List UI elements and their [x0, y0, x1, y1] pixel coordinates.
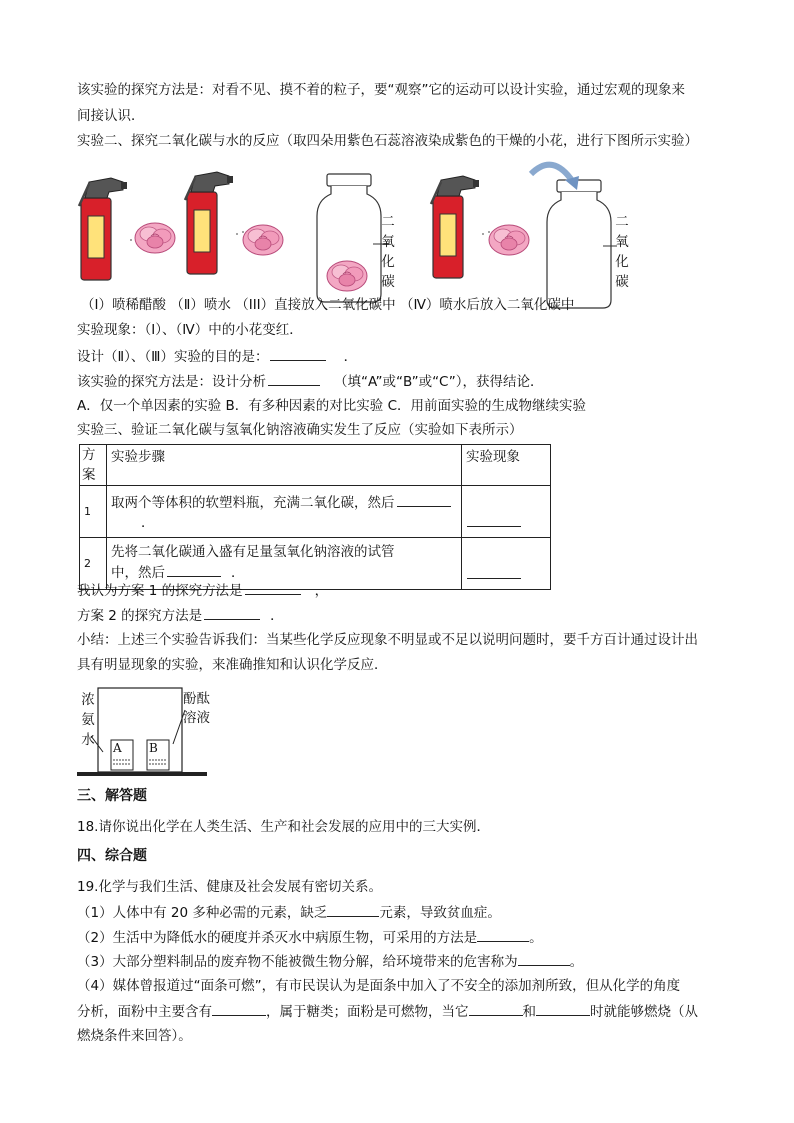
q19-part-4-and: 和 — [522, 1004, 536, 1020]
exp3-title: 实验三、验证二氧化碳与氢氧化钠溶液确实发生了反应（实验如下表所示） — [77, 422, 523, 438]
jar-4-label-char: 二 — [615, 214, 629, 230]
plan-id: 1 — [80, 486, 107, 538]
jar-3-label-char: 碳 — [381, 274, 395, 290]
jar-3-label-char: 二 — [381, 214, 395, 230]
plan-2-observation-blank[interactable] — [467, 564, 521, 579]
design-question-text: 设计（Ⅱ）、（Ⅲ）实验的目的是： — [77, 349, 269, 365]
figure-captions: （I）喷稀醋酸 （Ⅱ）喷水 （III）直接放入二氧化碳中 （Ⅳ）喷水后放入二氧化碳中 — [81, 297, 575, 313]
jar-3-label-char: 氧 — [381, 234, 395, 250]
experiment-3-table — [79, 444, 551, 590]
exp2-title: 实验二、探究二氧化碳与水的反应（取四朵用紫色石蕊溶液染成紫色的干燥的小花，进行下图所示实验） — [77, 133, 698, 149]
plan-2-step-mid: 中，然后 — [111, 565, 165, 581]
beaker-a-label: A — [113, 741, 122, 755]
ammonia-label-char: 水 — [81, 732, 95, 748]
method-question — [77, 371, 543, 392]
phenolphthalein-label — [183, 690, 210, 728]
question-19: 19.化学与我们生活、健康及社会发展有密切关系。 — [77, 879, 382, 895]
plan-1-method — [77, 580, 328, 601]
summary-line-2: 具有明显现象的实验，来准确推知和认识化学反应． — [77, 657, 388, 673]
plan-1-method-end: ， — [314, 583, 329, 599]
plan-2-step-end: ． — [231, 565, 245, 581]
jar-3-label-char: 化 — [381, 254, 395, 270]
jar-4-label — [614, 212, 630, 292]
plan-2-method-text: 方案 2 的探究方法是 — [77, 608, 203, 624]
ammonia-figure — [77, 682, 237, 782]
plan-2-blank[interactable] — [167, 562, 221, 577]
plan-2-step-text: 先将二氧化碳通入盛有足量氢氧化钠溶液的试管 — [111, 544, 395, 560]
method-question-hint: （填“A”或“B”或“C”），获得结论． — [334, 374, 544, 390]
q19-part-4-line-2 — [77, 1001, 698, 1022]
q19-part-2 — [77, 927, 543, 948]
ammonia-label — [80, 690, 96, 750]
header-plan: 方案 — [80, 445, 107, 486]
plan-1-method-text: 我认为方案 1 的探究方法是 — [77, 583, 243, 599]
plan-1-steps — [107, 486, 462, 538]
header-steps: 实验步骤 — [107, 445, 462, 486]
plan-1-observation — [462, 486, 551, 538]
observation: 实验现象：（Ⅰ）、（Ⅳ）中的小花变红． — [77, 322, 303, 338]
ammonia-label-char: 氨 — [81, 712, 95, 728]
q19-part-1 — [77, 902, 501, 923]
plan-1-blank[interactable] — [397, 492, 451, 507]
beaker-b-label: B — [149, 741, 158, 755]
plan-2-observation — [462, 538, 551, 590]
jar-3-label — [380, 212, 396, 292]
q19-part-4-line-1: （4）媒体曾报道过“面条可燃”，有市民误认为是面条中加入了不安全的添加剂所致，但从化学的角度 — [77, 978, 681, 994]
q19-part-4-blank-1[interactable] — [212, 1001, 266, 1016]
phenolphthalein-label-line: 溶液 — [183, 710, 210, 726]
design-answer-blank[interactable] — [270, 346, 326, 361]
q19-part-1-blank[interactable] — [327, 902, 379, 917]
ammonia-label-char: 浓 — [81, 692, 95, 708]
intro-line-2: 间接认识． — [77, 108, 145, 124]
plan-2-method — [77, 605, 284, 626]
q19-part-1-end: 元素，导致贫血症。 — [379, 905, 501, 921]
summary-line-1: 小结：上述三个实验告诉我们：当某些化学反应现象不明显或不足以说明问题时，要千方百计通过设计出 — [77, 632, 698, 648]
plan-1-observation-blank[interactable] — [467, 512, 521, 527]
q19-part-3-text: （3）大部分塑料制品的废弃物不能被微生物分解，给环境带来的危害称为 — [77, 954, 518, 970]
q19-part-2-blank[interactable] — [477, 927, 529, 942]
plan-2-method-blank[interactable] — [204, 605, 260, 620]
q19-part-3-end: 。 — [569, 954, 584, 970]
q19-part-4-blank-3[interactable] — [536, 1001, 590, 1016]
q19-part-4-blank-2[interactable] — [469, 1001, 523, 1016]
table-header-row — [80, 445, 551, 486]
phenolphthalein-label-line: 酚酞 — [183, 691, 210, 707]
method-options: A．仅一个单因素的实验 B．有多种因素的对比实验 C．用前面实验的生成物继续实验 — [77, 398, 587, 414]
section-4-heading: 四、综合题 — [77, 848, 147, 864]
q19-part-4-mid: ，属于糖类；面粉是可燃物，当它 — [266, 1004, 469, 1020]
q19-part-4-text: 分析，面粉中主要含有 — [77, 1004, 212, 1020]
plan-2-method-end: ． — [270, 608, 284, 624]
plan-1-step-text: 取两个等体积的软塑料瓶，充满二氧化碳，然后 — [111, 495, 395, 511]
q19-part-1-text: （1）人体中有 20 多种必需的元素，缺乏 — [77, 905, 328, 921]
plan-id: 2 — [80, 538, 107, 590]
header-observation: 实验现象 — [462, 445, 551, 486]
jar-4-label-char: 碳 — [615, 274, 629, 290]
q19-part-3-blank[interactable] — [518, 951, 570, 966]
plan-1-step-end: ． — [141, 515, 155, 531]
design-question: 设计（Ⅱ）、（Ⅲ）实验的目的是： ． — [77, 346, 357, 367]
method-answer-blank[interactable] — [268, 371, 320, 386]
q19-part-3 — [77, 951, 583, 972]
q19-part-2-text: （2）生活中为降低水的硬度并杀灭水中病原生物，可采用的方法是 — [77, 930, 478, 946]
jar-4-label-char: 化 — [615, 254, 629, 270]
table-row — [80, 486, 551, 538]
method-question-text: 该实验的探究方法是：设计分析 — [77, 374, 266, 390]
question-18: 18.请你说出化学在人类生活、生产和社会发展的应用中的三大实例． — [77, 819, 490, 835]
q19-part-2-end: 。 — [529, 930, 543, 946]
jar-4-label-char: 氧 — [615, 234, 629, 250]
plan-1-method-blank[interactable] — [245, 580, 301, 595]
intro-line-1: 该实验的探究方法是：对看不见、摸不着的粒子，要“观察”它的运动可以设计实验，通过宏观的现象来 — [77, 82, 685, 98]
section-3-heading: 三、解答题 — [77, 788, 147, 804]
q19-part-4-end: 时就能够燃烧（从 — [590, 1004, 698, 1020]
q19-part-4-line-3: 燃烧条件来回答）。 — [77, 1028, 192, 1044]
